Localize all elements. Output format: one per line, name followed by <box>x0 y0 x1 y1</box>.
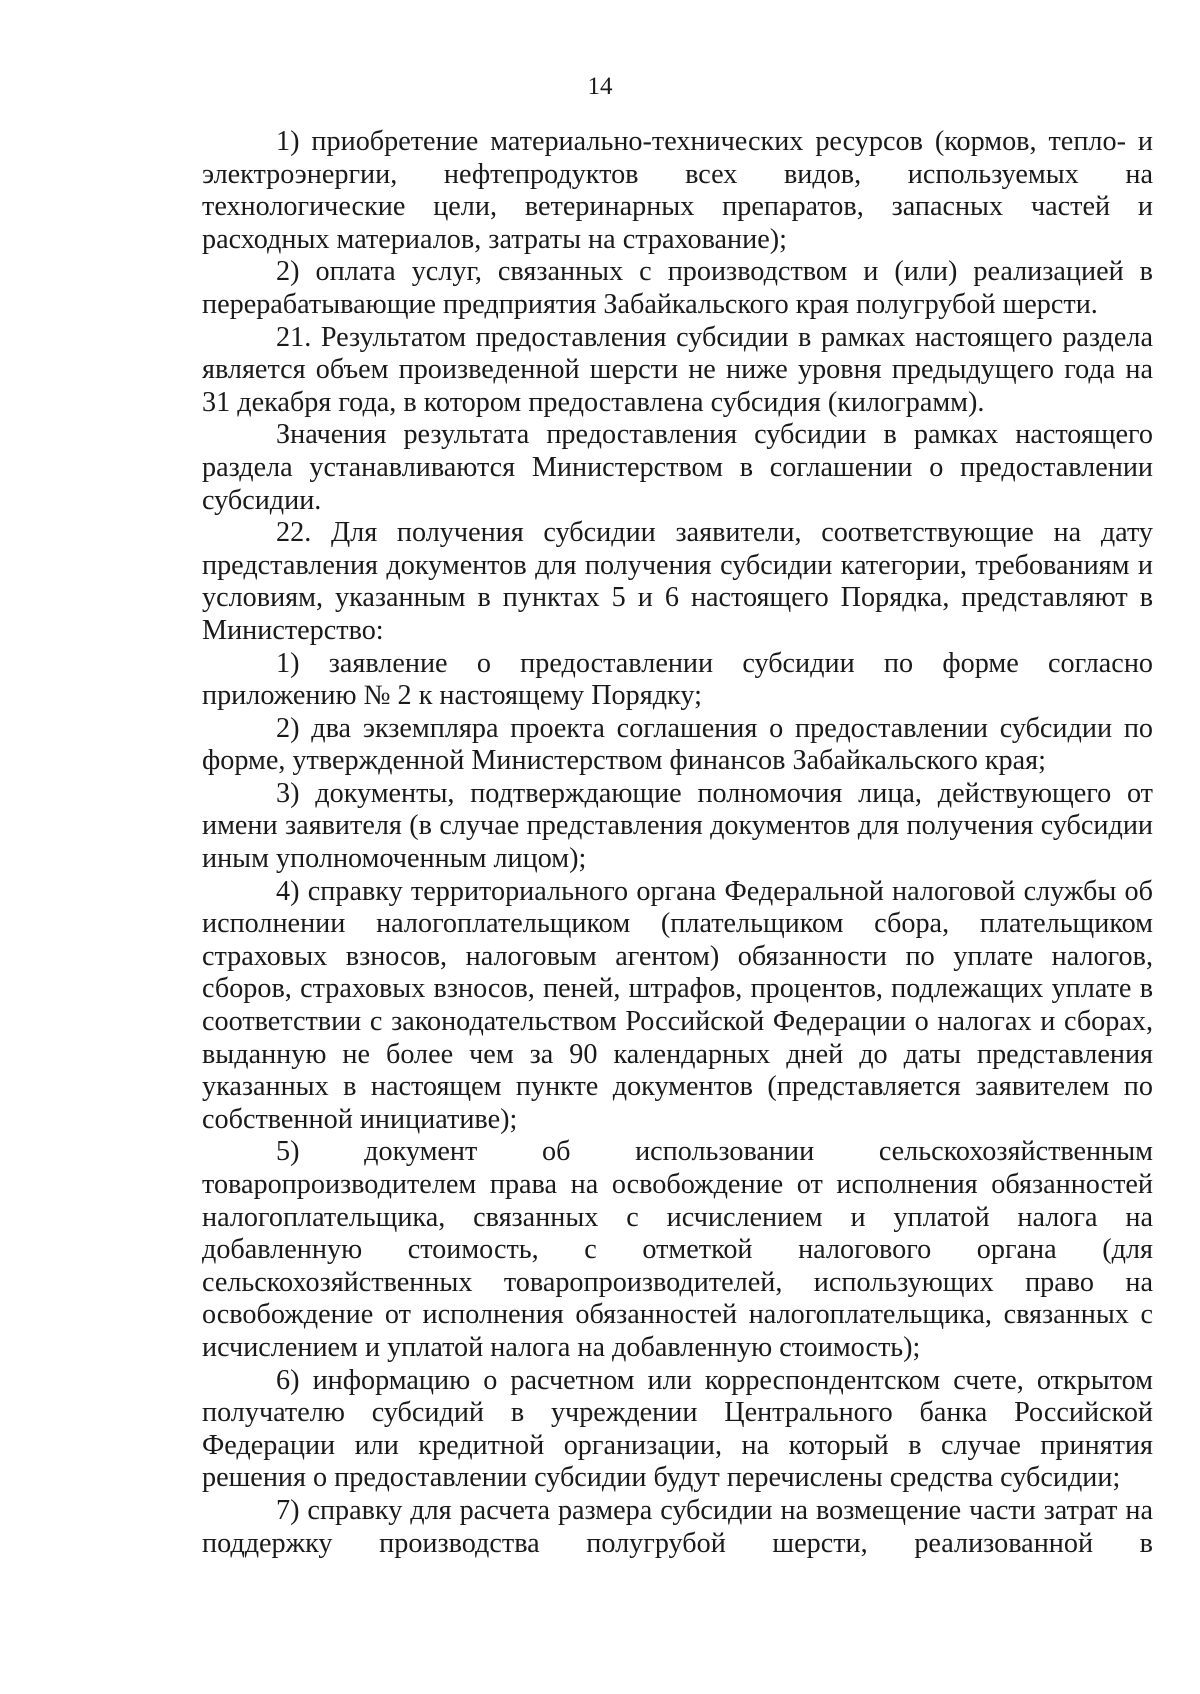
paragraph: 2) два экземпляра проекта соглашения о предоставлении субсидии по форме, утвержденной Министерством финансов Забайкальского края; <box>202 712 1153 777</box>
page-number: 14 <box>587 73 613 100</box>
paragraph: 3) документы, подтверждающие полномочия лица, действующего от имени заявителя (в случае представления документов для получения субсидии иным уполномоченным лицом); <box>202 777 1153 875</box>
paragraph: Значения результата предоставления субсидии в рамках настоящего раздела устанавливаются Министерством в соглашении о предоставлении субсидии. <box>202 419 1153 516</box>
document-body <box>202 126 1153 1560</box>
paragraph: 2) оплата услуг, связанных с производством и (или) реализацией в перерабатывающие предприятия Забайкальского края полугрубой шерсти. <box>202 256 1153 320</box>
paragraph: 5) документ об использовании сельскохозяйственным товаропроизводителем права на освобождение от исполнения обязанностей налогоплательщика, связанных с исчислением и уплатой налога на добавленную стоимость, с отметкой налогового органа (для сельскохозяйственных товаропроизводителей, использующих право на освобождение от исполнения обязанностей налогоплательщика, связанных с исчислением и уплатой налога на добавленную стоимость); <box>202 1136 1153 1363</box>
paragraph: 1) заявление о предоставлении субсидии по форме согласно приложению № 2 к настоящему Порядку; <box>202 647 1153 712</box>
paragraph: 21. Результатом предоставления субсидии в рамках настоящего раздела является объем произведенной шерсти не ниже уровня предыдущего года на 31 декабря года, в котором предоставлена субсидия (килограмм). <box>202 321 1153 418</box>
paragraph: 4) справку территориального органа Федеральной налоговой службы об исполнении налогоплательщиком (плательщиком сбора, плательщиком страховых взносов, налоговым агентом) обязанности по уплате налогов, сборов, страховых взносов, пеней, штрафов, процентов, подлежащих уплате в соответствии с законодательством Российской Федерации о налогах и сборах, выданную не более чем за 90 календарных дней до даты представления указанных в настоящем пункте документов (представляется заявителем по собственной инициативе); <box>202 875 1153 1135</box>
paragraph: 1) приобретение материально-технических ресурсов (кормов, тепло- и электроэнергии, нефтепродуктов всех видов, используемых на технологические цели, ветеринарных препаратов, запасных частей и расходных материалов, затраты на страхование); <box>202 126 1153 255</box>
paragraph-last-partial: 7) справку для расчета размера субсидии на возмещение части затрат на поддержку производства полугрубой шерсти, реализованной в <box>202 1494 1153 1559</box>
paragraph: 6) информацию о расчетном или корреспондентском счете, открытом получателю субсидий в учреждении Центрального банка Российской Федерации или кредитной организации, на который в случае принятия решения о предоставлении субсидии будут перечислены средства субсидии; <box>202 1364 1153 1494</box>
paragraph: 22. Для получения субсидии заявители, соответствующие на дату представления документов для получения субсидии категории, требованиям и условиям, указанным в пунктах 5 и 6 настоящего Порядка, представляют в Министерство: <box>202 517 1153 646</box>
